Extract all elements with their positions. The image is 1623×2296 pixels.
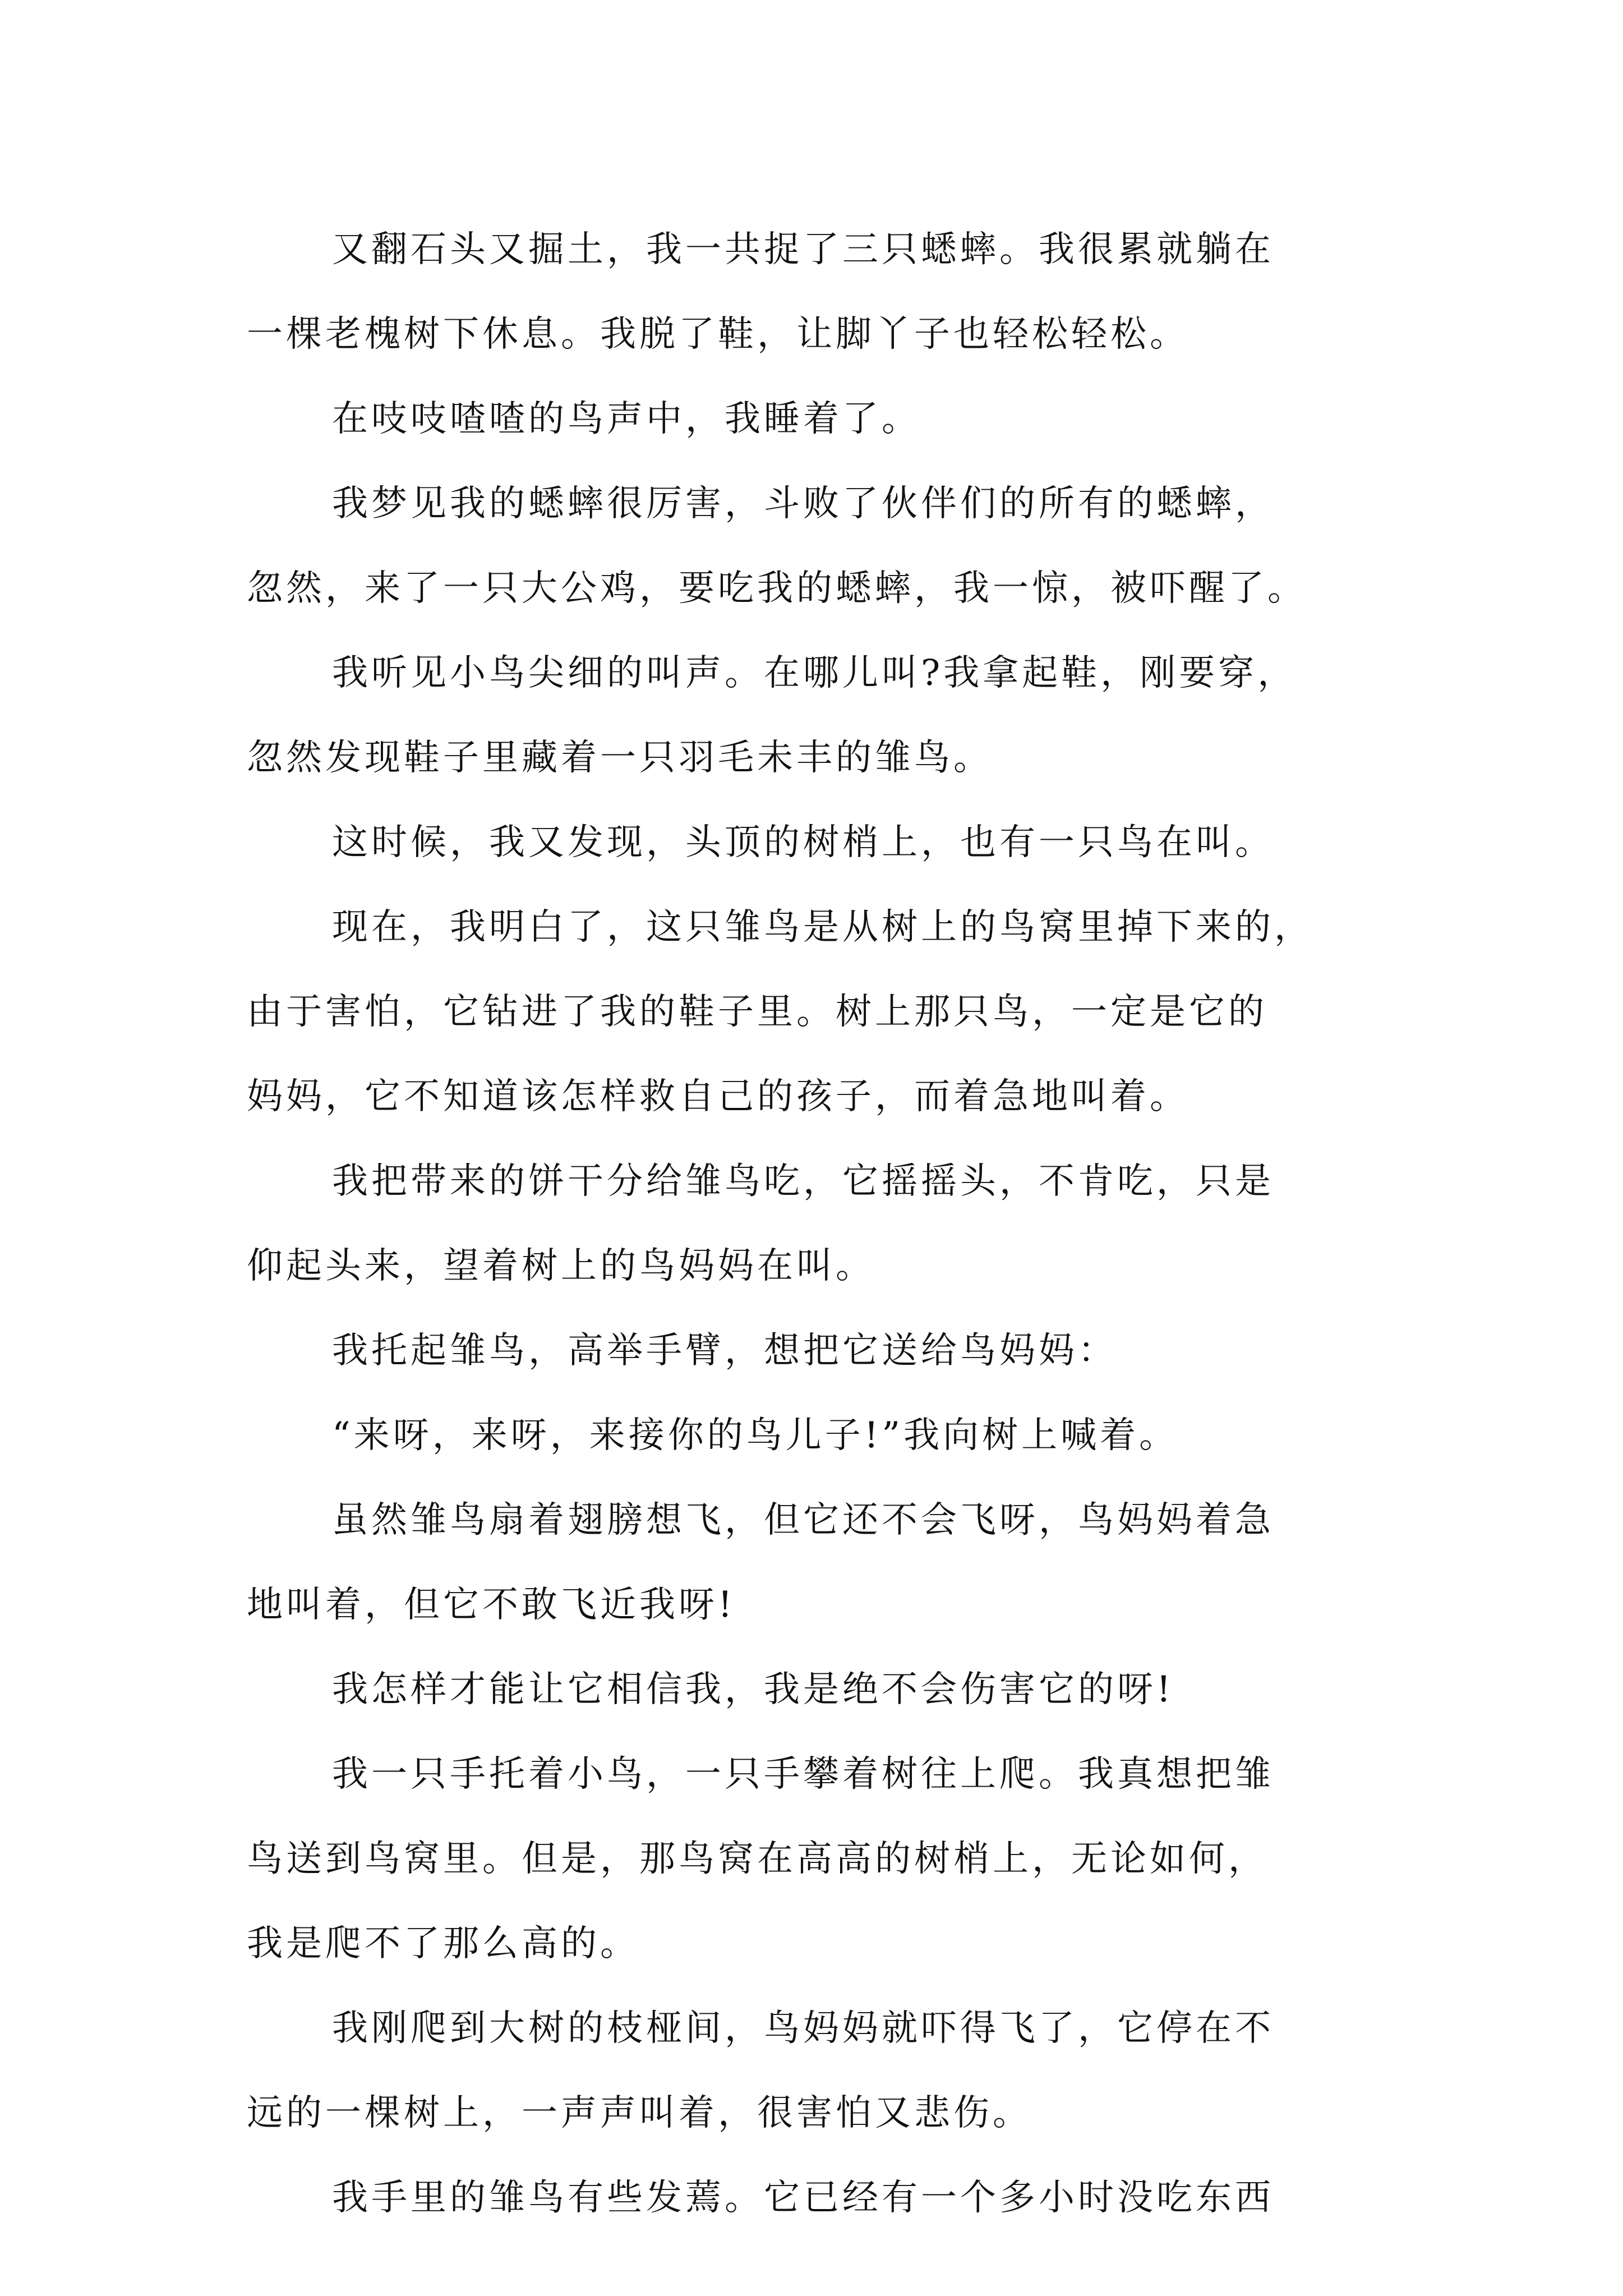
- text-line: 由于害怕，它钻进了我的鞋子里。树上那只鸟，一定是它的: [247, 991, 1267, 1033]
- text-line: 忽然发现鞋子里藏着一只羽毛未丰的雏鸟。: [247, 737, 993, 779]
- text-line: 我怎样才能让它相信我，我是绝不会伤害它的呀!: [332, 1669, 1174, 1710]
- text-line: 忽然，来了一只大公鸡，要吃我的蟋蟀，我一惊，被吓醒了。: [247, 568, 1307, 609]
- text-line: 我刚爬到大树的枝桠间，鸟妈妈就吓得飞了，它停在不: [332, 2008, 1274, 2049]
- text-line: 在吱吱喳喳的鸟声中，我睡着了。: [332, 398, 921, 440]
- text-line: 我把带来的饼干分给雏鸟吃，它摇摇头，不肯吃，只是: [332, 1161, 1274, 1202]
- text-line: 仰起头来，望着树上的鸟妈妈在叫。: [247, 1245, 875, 1287]
- text-line: 我一只手托着小鸟，一只手攀着树往上爬。我真想把雏: [332, 1754, 1274, 1795]
- text-line: 远的一棵树上，一声声叫着，很害怕又悲伤。: [247, 2092, 1032, 2134]
- text-line: 一棵老槐树下休息。我脱了鞋，让脚丫子也轻松轻松。: [247, 314, 1189, 355]
- text-line: “来呀，来呀，来接你的鸟儿子!”我向树上喊着。: [332, 1415, 1179, 1456]
- text-line: 又翻石头又掘土，我一共捉了三只蟋蟀。我很累就躺在: [332, 229, 1274, 270]
- text-line: 我梦见我的蟋蟀很厉害，斗败了伙伴们的所有的蟋蟀，: [332, 483, 1274, 524]
- text-line: 我听见小鸟尖细的叫声。在哪儿叫?我拿起鞋，刚要穿，: [332, 652, 1297, 694]
- text-line: 我托起雏鸟，高举手臂，想把它送给鸟妈妈：: [332, 1330, 1117, 1372]
- text-line: 地叫着，但它不敢飞近我呀!: [247, 1584, 736, 1626]
- text-line: 我手里的雏鸟有些发蔫。它已经有一个多小时没吃东西: [332, 2177, 1274, 2219]
- text-line: 妈妈，它不知道该怎样救自己的孩子，而着急地叫着。: [247, 1076, 1189, 1117]
- text-line: 鸟送到鸟窝里。但是，那鸟窝在高高的树梢上，无论如何，: [247, 1838, 1267, 1880]
- text-line: 我是爬不了那么高的。: [247, 1923, 639, 1964]
- document-body: [247, 208, 1385, 2240]
- text-line: 现在，我明白了，这只雏鸟是从树上的鸟窝里掉下来的，: [332, 907, 1313, 948]
- text-line: 这时候，我又发现，头顶的树梢上，也有一只鸟在叫。: [332, 822, 1274, 863]
- text-line: 虽然雏鸟扇着翅膀想飞，但它还不会飞呀，鸟妈妈着急: [332, 1499, 1274, 1541]
